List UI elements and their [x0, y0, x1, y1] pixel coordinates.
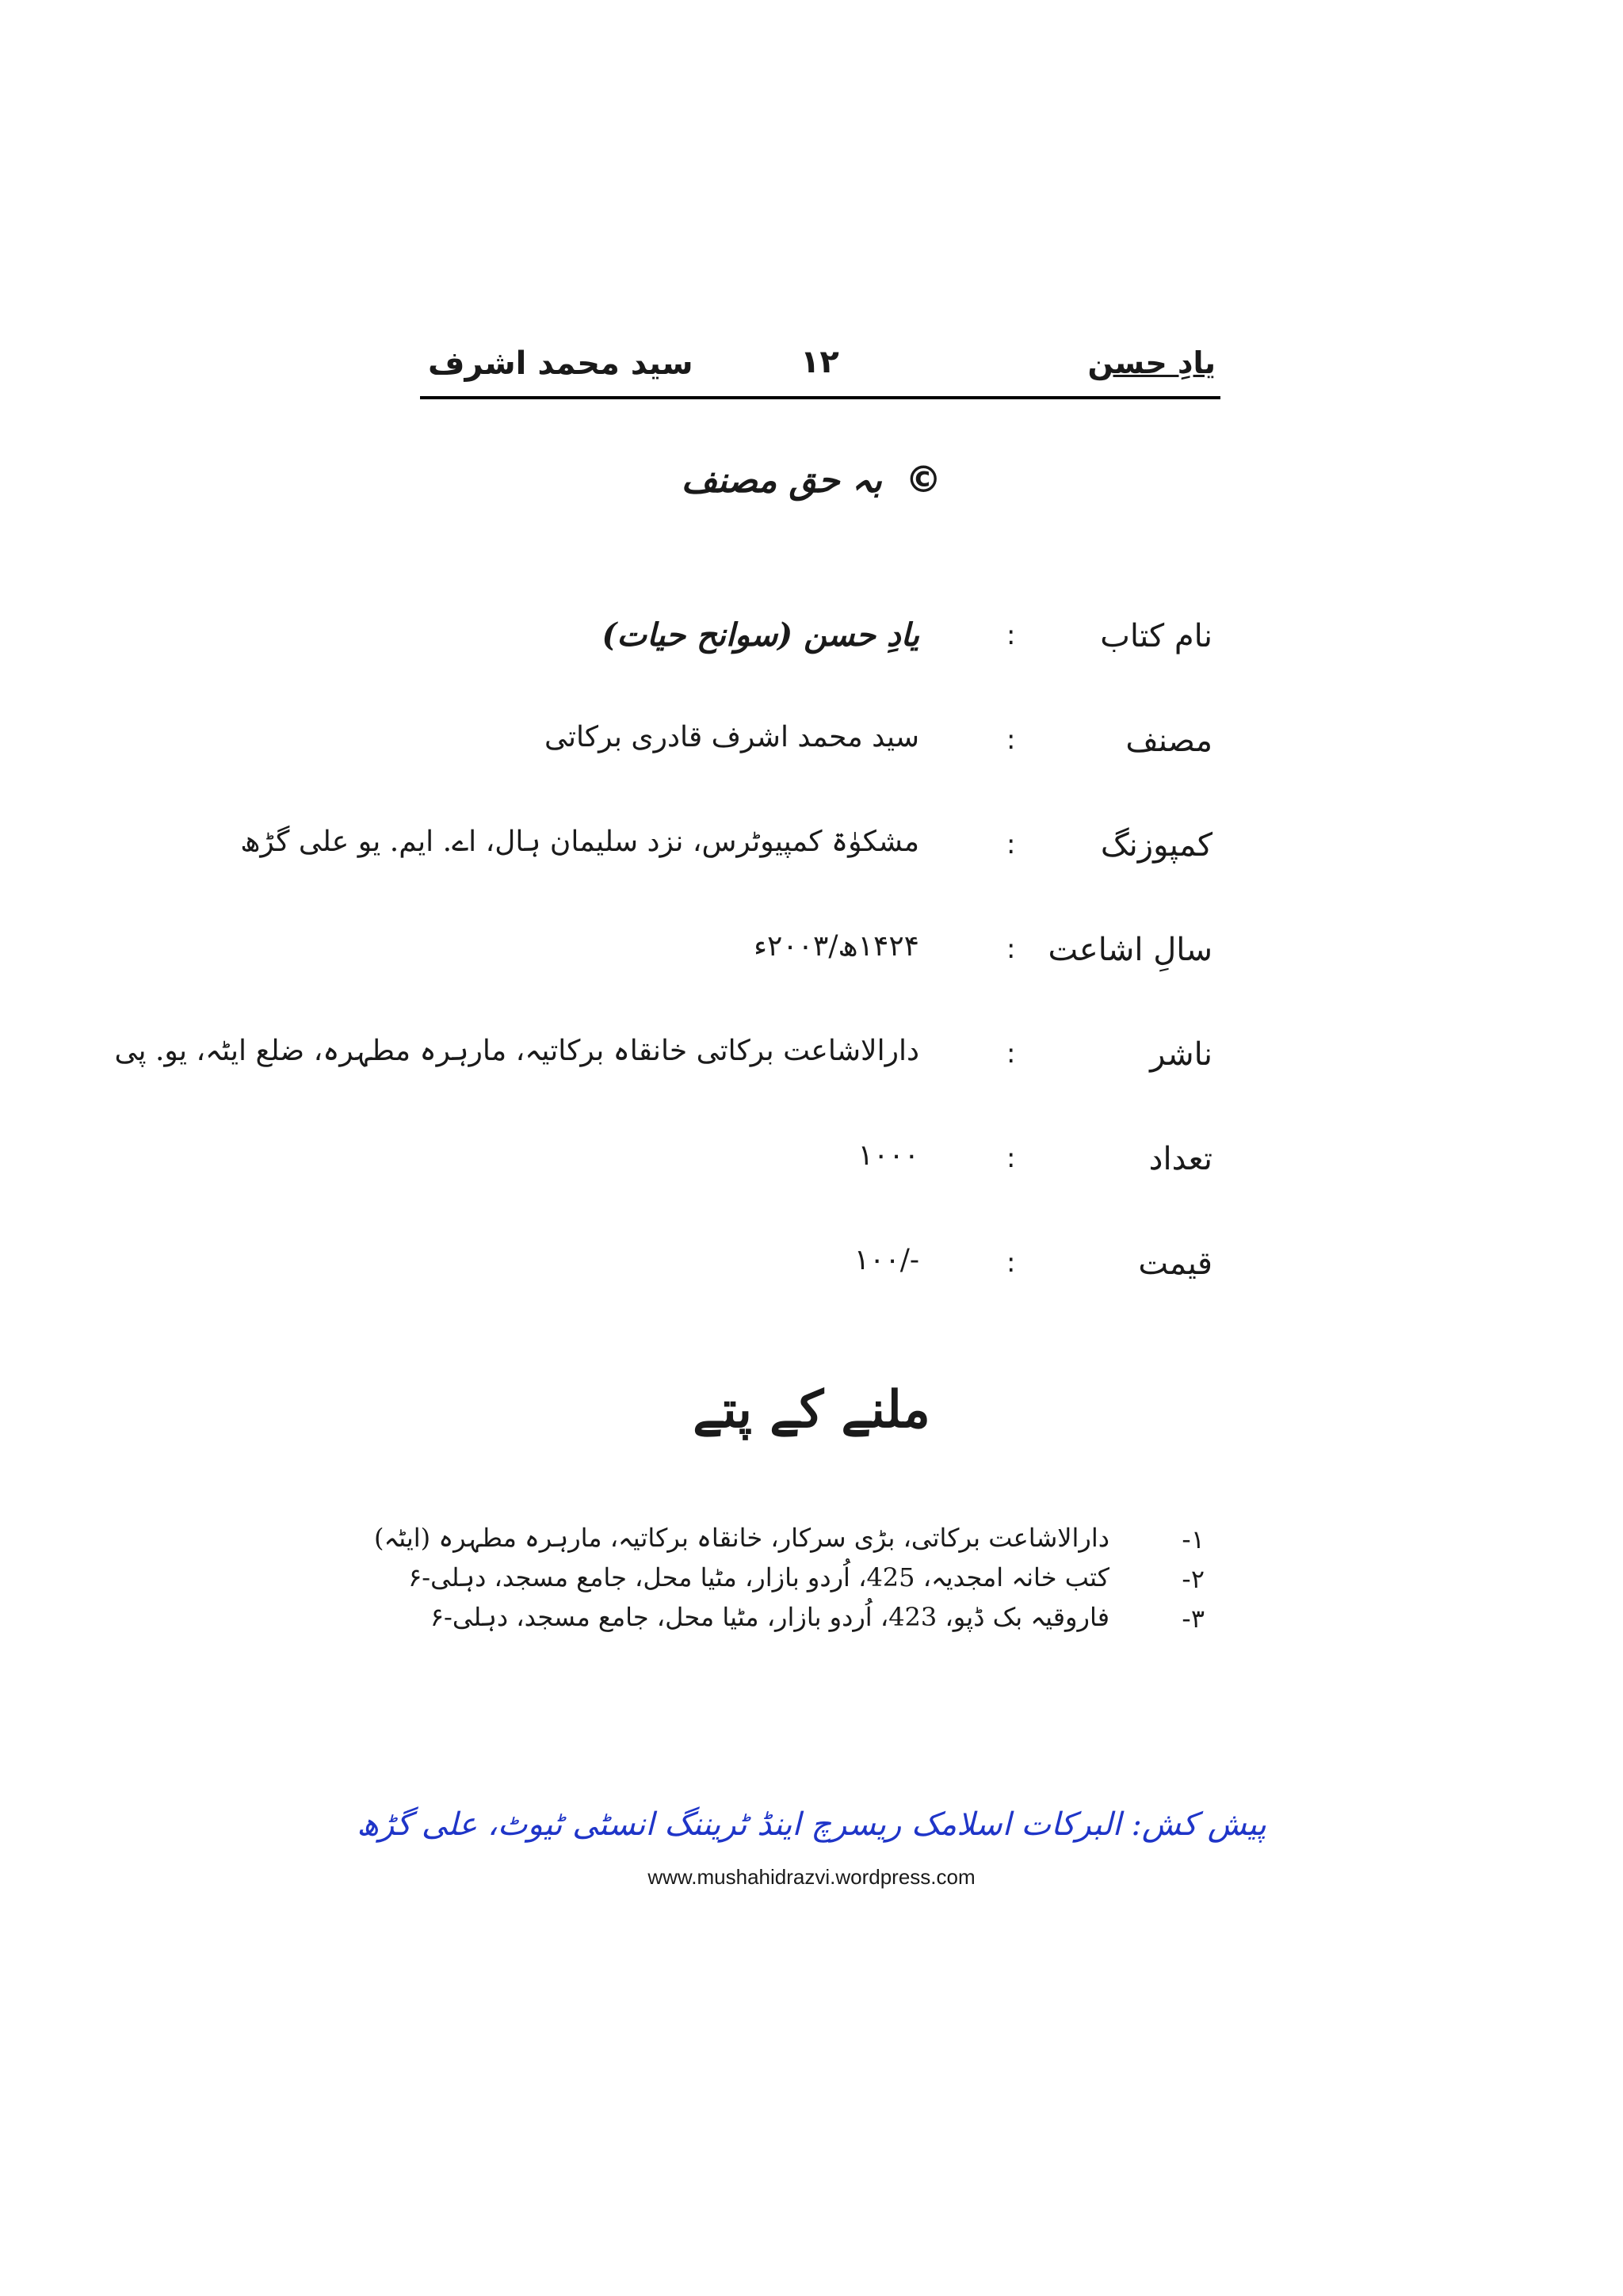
imprint-value: مشکوٰۃ کمپیوٹرس، نزد سلیمان ہال، اے. ایم. یو علی گڑھ — [240, 826, 919, 858]
address-text: کتب خانہ امجدیہ، 425، اُردو بازار، مٹیا محل، جامع مسجد، دہلی-۶ — [408, 1562, 1109, 1592]
address-text: فاروقیہ بک ڈپو، 423، اُردو بازار، مٹیا محل، جامع مسجد، دہلی-۶ — [430, 1602, 1109, 1632]
imprint-label: ناشر — [1150, 1036, 1212, 1073]
imprint-separator: : — [1006, 933, 1016, 965]
imprint-separator: : — [1006, 1038, 1016, 1070]
address-text: دارالاشاعت برکاتی، بڑی سرکار، خانقاہ برکاتیہ، مارہرہ مطہرہ (ایٹہ) — [373, 1523, 1109, 1553]
imprint-value: ۱۰۰۰ — [857, 1139, 919, 1172]
imprint-separator: : — [1006, 1247, 1016, 1279]
running-header-author: سید محمد اشرف — [428, 345, 693, 382]
address-item — [373, 1521, 1220, 1561]
imprint-row-year — [420, 916, 1220, 1020]
imprint-row-title — [420, 602, 1220, 707]
imprint-row-price — [420, 1230, 1220, 1334]
imprint-row-publisher — [114, 1020, 1220, 1125]
imprint-label: نام کتاب — [1100, 618, 1212, 654]
imprint-label: تعداد — [1148, 1141, 1212, 1177]
imprint-separator: : — [1006, 620, 1016, 651]
address-number: ۳- — [1182, 1604, 1205, 1634]
imprint-value: دارالاشاعت برکاتی خانقاہ برکاتیہ، مارہرہ مطہرہ، ضلع ایٹہ، یو. پی — [114, 1035, 919, 1067]
imprint-label: مصنف — [1125, 723, 1212, 759]
imprint-separator: : — [1006, 724, 1016, 756]
imprint-details — [114, 602, 1220, 1334]
imprint-label: سالِ اشاعت — [1048, 932, 1212, 968]
availability-heading: ملنے کے پتے — [693, 1380, 930, 1440]
running-header — [420, 333, 1220, 399]
presenter-credit: پیش کش: البرکات اسلامک ریسرچ اینڈ ٹریننگ انسٹی ٹیوٹ، علی گڑھ — [357, 1806, 1266, 1843]
address-number: ۱- — [1182, 1524, 1205, 1554]
imprint-label: قیمت — [1138, 1245, 1212, 1282]
address-item — [420, 1600, 1220, 1640]
address-number: ۲- — [1182, 1564, 1205, 1594]
copyright-notice — [0, 458, 1623, 501]
website-link[interactable]: www.mushahidrazvi.wordpress.com — [647, 1865, 976, 1889]
imprint-value: سید محمد اشرف قادری برکاتی — [544, 721, 919, 753]
copyright-text: بہ حق مصنف — [681, 460, 882, 501]
imprint-value: یادِ حسن (سوانح حیات) — [601, 616, 919, 654]
availability-addresses — [373, 1521, 1220, 1640]
imprint-separator: : — [1006, 1142, 1016, 1174]
imprint-row-author — [420, 707, 1220, 811]
copyright-symbol: © — [905, 458, 942, 501]
page-number: ۱۲ — [800, 344, 839, 380]
imprint-value: -/۱۰۰ — [854, 1244, 919, 1276]
address-item — [408, 1561, 1220, 1600]
imprint-label: کمپوزنگ — [1100, 827, 1212, 864]
imprint-separator: : — [1006, 829, 1016, 860]
imprint-row-composing — [240, 811, 1220, 916]
imprint-row-copies — [420, 1125, 1220, 1230]
imprint-value: ۱۴۲۴ھ/۲۰۰۳ء — [754, 930, 919, 963]
running-header-title: یادِ حسن — [1087, 345, 1216, 380]
